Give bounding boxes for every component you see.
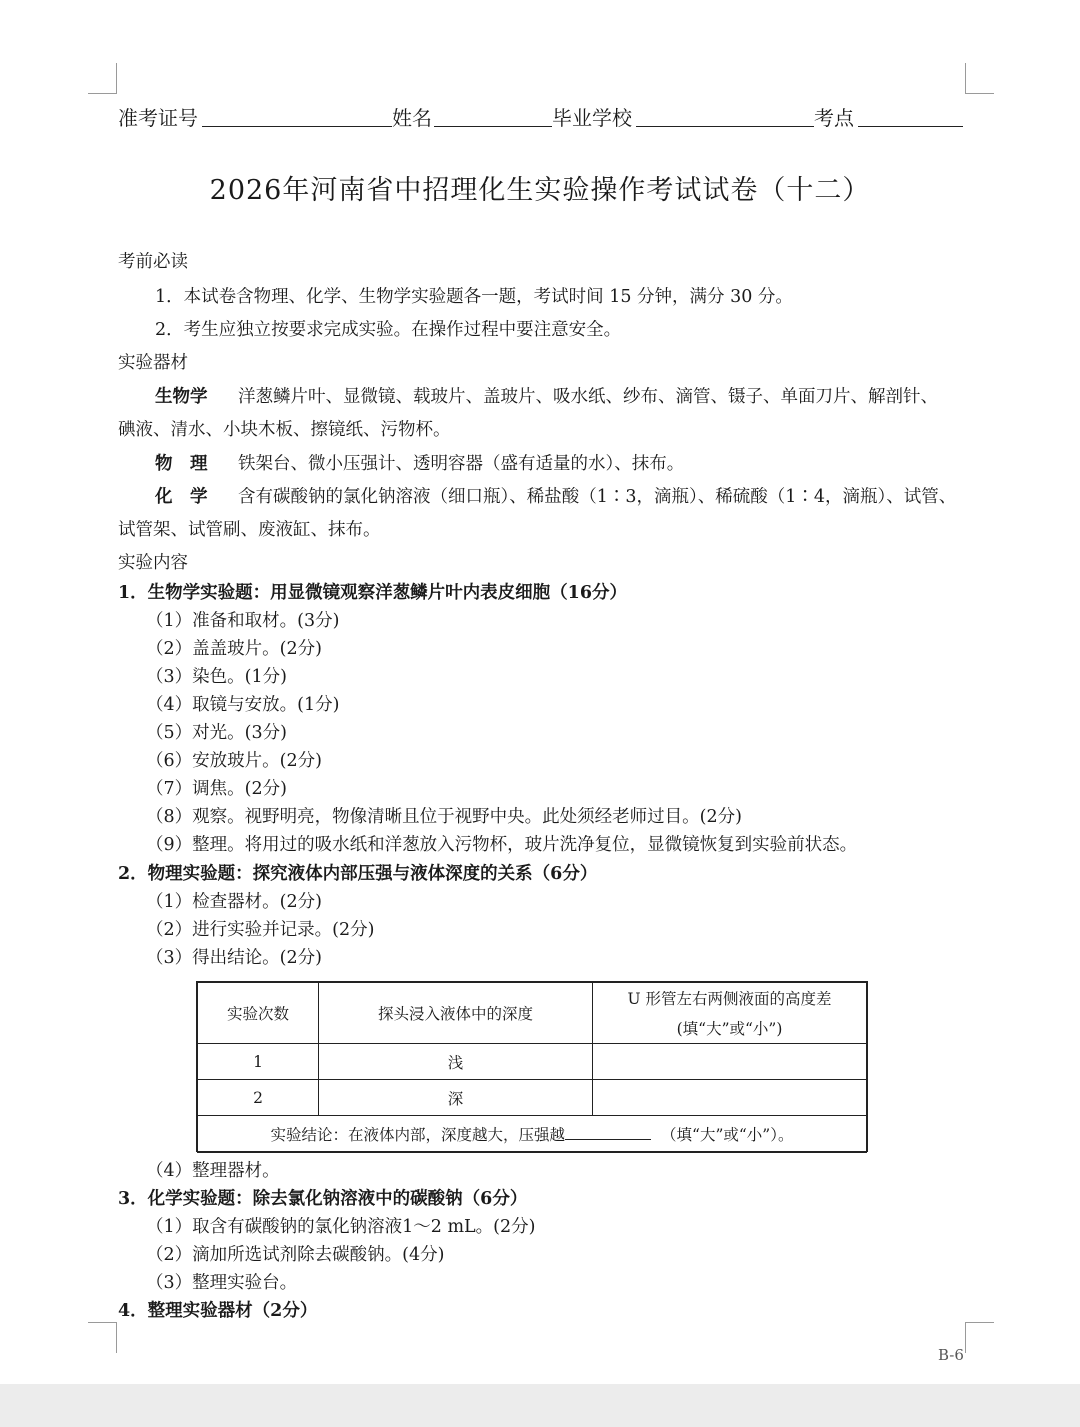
chemistry-label: 化 学	[155, 487, 208, 507]
col-header-height-diff	[593, 983, 867, 1044]
biology-equipment-line-2: 碘液、清水、小块木板、擦镜纸、污物杯。	[118, 420, 451, 440]
q2-step-1: （1）检查器材。(2分)	[146, 892, 322, 912]
q1-step-3: （3）染色。(1分)	[146, 667, 287, 687]
height-diff-answer-cell[interactable]	[593, 1044, 867, 1080]
q1-step-9: （9）整理。将用过的吸水纸和洋葱放入污物杯，玻片洗净复位，显微镜恢复到实验前状态。	[146, 835, 858, 855]
trial-number-cell: 1	[198, 1044, 319, 1080]
q2-step-2: （2）进行实验并记录。(2分)	[146, 920, 375, 940]
page-number: B-6	[938, 1346, 964, 1364]
q4-title: 4．整理实验器材（2分）	[118, 1301, 318, 1321]
name-label: 姓名	[392, 106, 432, 130]
page-title: 2026年河南省中招理化生实验操作考试试卷（十二）	[209, 175, 871, 206]
trial-number-cell: 2	[198, 1080, 319, 1116]
crop-mark-bottom-right	[965, 1322, 994, 1353]
q2-step-3: （3）得出结论。(2分)	[146, 948, 322, 968]
q1-step-2: （2）盖盖玻片。(2分)	[146, 639, 322, 659]
notice-item-1: 1．本试卷含物理、化学、生物学实验题各一题，考试时间 15 分钟，满分 30 分。	[155, 287, 793, 307]
name-blank	[434, 126, 552, 127]
q1-step-5: （5）对光。(3分)	[146, 723, 287, 743]
q2-title: 2．物理实验题：探究液体内部压强与液体深度的关系（6分）	[118, 864, 598, 884]
col-header-height-diff-line-1: U 形管左右两侧液面的高度差	[627, 990, 832, 1008]
chemistry-equipment-line-1: 含有碳酸钠的氯化钠溶液（细口瓶）、稀盐酸（1∶3，滴瓶）、稀硫酸（1∶4，滴瓶）、试管、	[238, 487, 957, 507]
depth-cell: 深	[319, 1080, 593, 1116]
exam-number-blank	[202, 126, 392, 127]
q1-title: 1．生物学实验题：用显微镜观察洋葱鳞片叶内表皮细胞（16分）	[118, 583, 628, 603]
q3-step-2: （2）滴加所选试剂除去碳酸钠。(4分)	[146, 1245, 445, 1265]
crop-mark-top-right	[965, 63, 994, 94]
table-row	[198, 1080, 867, 1116]
crop-mark-bottom-left	[88, 1322, 117, 1353]
exam-site-blank	[858, 126, 963, 127]
q1-step-1: （1）准备和取材。(3分)	[146, 611, 340, 631]
school-blank	[636, 126, 814, 127]
q2-step-4: （4）整理器材。	[146, 1161, 280, 1181]
viewer-bottom-strip	[0, 1384, 1080, 1427]
content-heading: 实验内容	[118, 553, 188, 573]
col-header-height-diff-line-2: (填“大”或“小”)	[676, 1020, 783, 1038]
exam-site-label: 考点	[814, 106, 854, 130]
biology-equipment-line-1: 洋葱鳞片叶、显微镜、载玻片、盖玻片、吸水纸、纱布、滴管、镊子、单面刀片、解剖针、	[238, 387, 938, 407]
conclusion-hint: （填“大”或“小”）。	[661, 1126, 794, 1144]
col-header-depth: 探头浸入液体中的深度	[319, 983, 593, 1044]
chemistry-equipment-line-2: 试管架、试管刷、废液缸、抹布。	[118, 520, 381, 540]
depth-cell: 浅	[319, 1044, 593, 1080]
q1-step-8: （8）观察。视野明亮，物像清晰且位于视野中央。此处须经老师过目。(2分)	[146, 807, 742, 827]
equipment-heading: 实验器材	[118, 353, 188, 373]
notice-item-2: 2．考生应独立按要求完成实验。在操作过程中要注意安全。	[155, 320, 622, 340]
q3-title: 3．化学实验题：除去氯化钠溶液中的碳酸钠（6分）	[118, 1189, 528, 1209]
q1-step-7: （7）调焦。(2分)	[146, 779, 287, 799]
q3-step-1: （1）取含有碳酸钠的氯化钠溶液1～2 mL。(2分)	[146, 1217, 536, 1237]
physics-label: 物 理	[155, 454, 208, 474]
experiment-record-table	[196, 981, 868, 1152]
physics-equipment: 铁架台、微小压强计、透明容器（盛有适量的水）、抹布。	[238, 454, 685, 474]
conclusion-row	[198, 1116, 867, 1153]
candidate-info-row	[118, 100, 963, 130]
conclusion-blank[interactable]	[565, 1125, 651, 1140]
conclusion-text: 实验结论：在液体内部，深度越大，压强越	[270, 1126, 566, 1144]
col-header-trial: 实验次数	[198, 983, 319, 1044]
notice-heading: 考前必读	[118, 252, 188, 272]
crop-mark-top-left	[88, 63, 117, 94]
school-label: 毕业学校	[552, 106, 632, 130]
q3-step-3: （3）整理实验台。	[146, 1273, 298, 1293]
height-diff-answer-cell[interactable]	[593, 1080, 867, 1116]
exam-number-label: 准考证号	[118, 106, 198, 130]
biology-label: 生物学	[155, 387, 208, 407]
table-row	[198, 1044, 867, 1080]
q1-step-4: （4）取镜与安放。(1分)	[146, 695, 340, 715]
q1-step-6: （6）安放玻片。(2分)	[146, 751, 322, 771]
